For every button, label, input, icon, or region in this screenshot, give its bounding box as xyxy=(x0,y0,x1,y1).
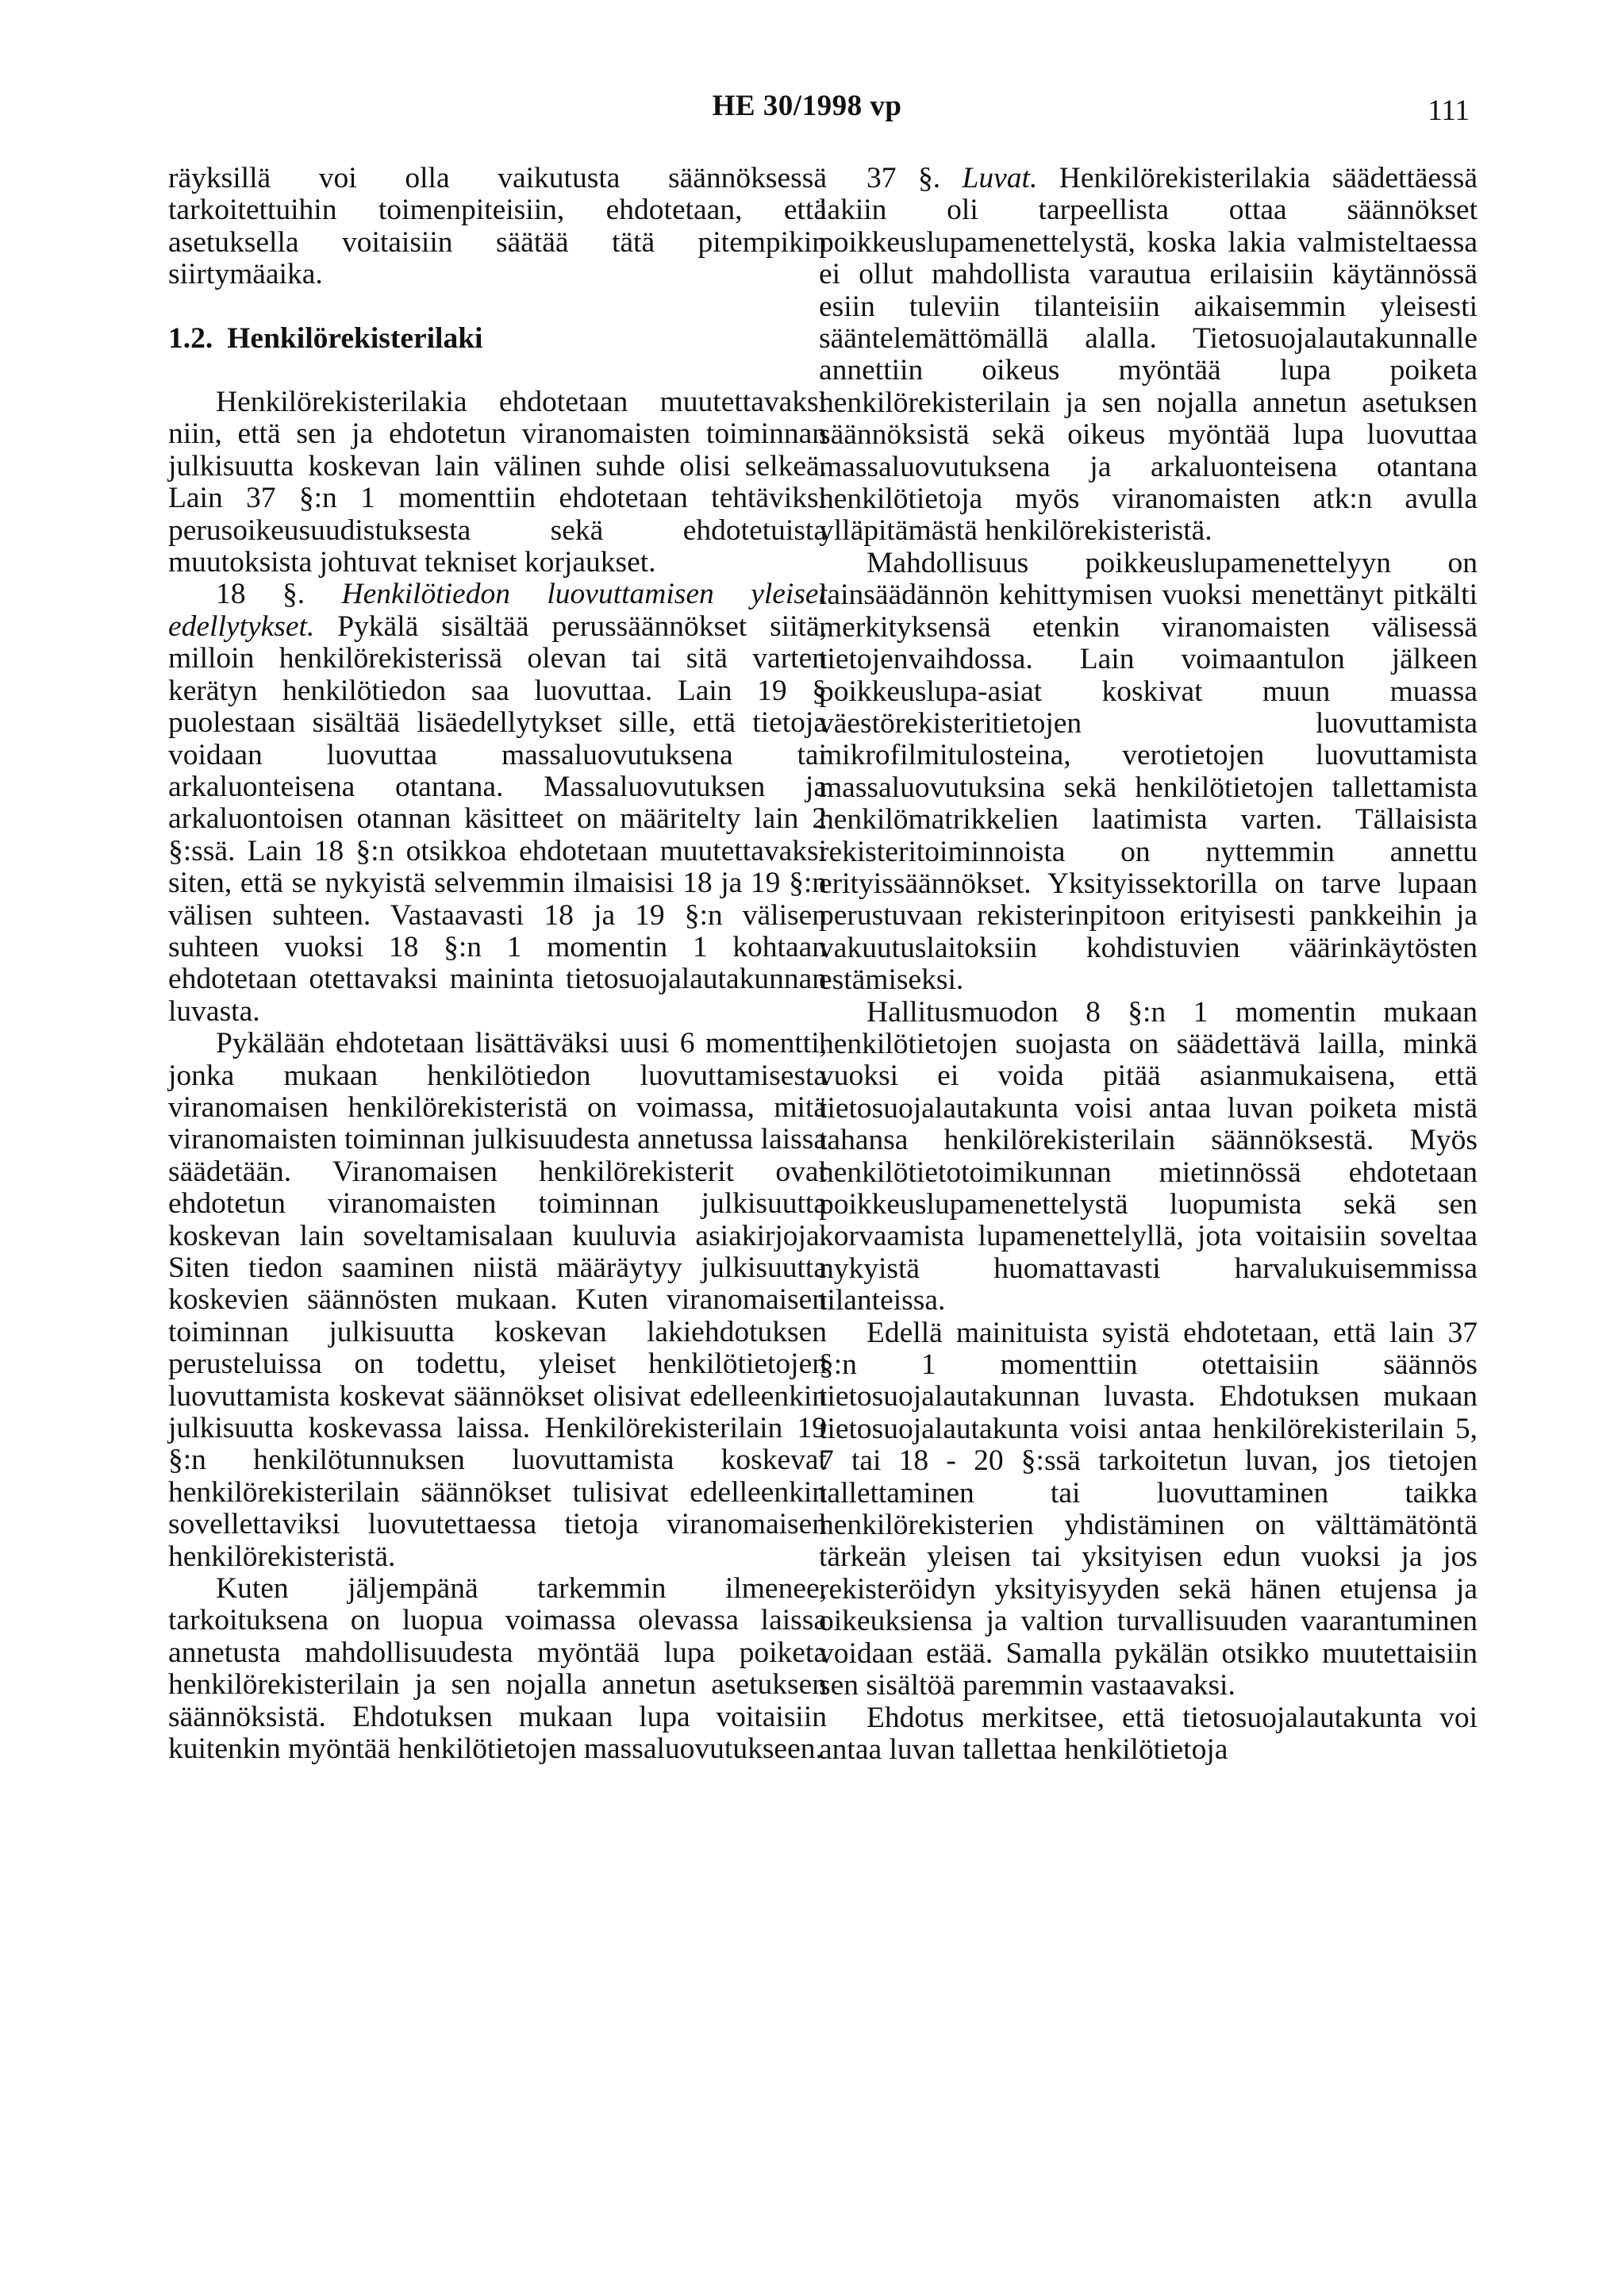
paragraph: Henkilörekisterilakia ehdotetaan muutettavaksi niin, että sen ja ehdotetun viranomaisten toiminnan julkisuutta koskevan lain välinen suhde olisi selkeä. Lain 37 §:n 1 momenttiin ehdotetaan tehtäviksi perusoikeusuudistuksesta sekä ehdotetuista muutoksista johtuvat tekniset korjaukset. xyxy=(168,386,827,579)
section-ref-title: Luvat. xyxy=(962,162,1038,194)
paragraph xyxy=(819,163,1478,548)
page-header xyxy=(0,89,1614,137)
section-ref-title: Henkilötiedon luovuttamisen yleiset edellytykset. xyxy=(168,578,827,643)
page-number: 111 xyxy=(1428,94,1470,127)
paragraph: Edellä mainituista syistä ehdotetaan, että lain 37 §:n 1 momenttiin otettaisiin säännös tietosuojalautakunnan luvasta. Ehdotuksen mukaan tietosuojalautakunta voisi antaa henkilörekisterilain 5, 7 tai 18 - 20 §:ssä tarkoitetun luvan, jos tietojen tallettaminen tai luovuttaminen taikka henkilörekisterien yhdistäminen on välttämätöntä tärkeän yleisen tai yksityisen edun vuoksi ja jos rekisteröidyn yksityisyyden sekä hänen etujensa ja oikeuksiensa ja valtion turvallisuuden vaarantuminen voidaan estää. Samalla pykälän otsikko muutettaisiin sen sisältöä paremmin vastaavaksi. xyxy=(819,1316,1478,1702)
paragraph: Kuten jäljempänä tarkemmin ilmenee, tarkoituksena on luopua voimassa olevassa laissa annetusta mahdollisuudesta myöntää lupa poiketa henkilörekisterilain ja sen nojalla annetun asetuksen säännöksistä. Ehdotuksen mukaan lupa voitaisiin kuitenkin myöntää henkilötietojen massaluovutukseen. xyxy=(168,1572,827,1766)
paragraph: Ehdotus merkitsee, että tietosuojalautakunta voi antaa luvan tallettaa henkilötietoja xyxy=(819,1701,1478,1766)
section-number: 1.2. xyxy=(168,321,213,355)
section-title: Henkilörekisterilaki xyxy=(227,321,483,355)
section-ref: 18 §. xyxy=(216,578,306,611)
paragraph xyxy=(168,579,827,1028)
left-column xyxy=(168,163,827,1766)
paragraph-body: Pykälä sisältää perussäännökset siitä, milloin henkilörekisterissä olevan tai sitä varten kerätyn henkilötiedon saa luovuttaa. Lain 19 § puolestaan sisältää lisäedellytykset sille, että tietoja voidaan luovuttaa massaluovutuksena tai arkaluonteisena otantana. Massaluovutuksen ja arkaluontoisen otannan käsitteet on määritelty lain 2 §:ssä. Lain 18 §:n otsikkoa ehdotetaan muutettavaksi siten, että se nykyistä selvemmin ilmaisisi 18 ja 19 §:n välisen suhteen. Vastaavasti 18 ja 19 §:n välisen suhteen vuoksi 18 §:n 1 momentin 1 kohtaan ehdotetaan otettavaksi maininta tietosuojalautakunnan luvasta. xyxy=(168,610,828,1028)
paragraph: Pykälään ehdotetaan lisättäväksi uusi 6 momentti, jonka mukaan henkilötiedon luovuttamisesta viranomaisen henkilörekisteristä on voimassa, mitä viranomaisten toiminnan julkisuudesta annetussa laissa säädetään. Viranomaisen henkilörekisterit ovat ehdotetun viranomaisten toiminnan julkisuutta koskevan lain soveltamisalaan kuuluvia asiakirjoja. Siten tiedon saaminen niistä määräytyy julkisuutta koskevien säännösten mukaan. Kuten viranomaisen toiminnan julkisuutta koskevan lakiehdotuksen perusteluissa on todettu, yleiset henkilötietojen luovuttamista koskevat säännökset olisivat edelleenkin julkisuutta koskevassa laissa. Henkilörekisterilain 19 §:n henkilötunnuksen luovuttamista koskevat henkilörekisterilain säännökset tulisivat edelleenkin sovellettaviksi luovutettaessa tietoja viranomaisen henkilörekisteristä. xyxy=(168,1027,827,1573)
paragraph: Hallitusmuodon 8 §:n 1 momentin mukaan henkilötietojen suojasta on säädettävä lailla, minkä vuoksi ei voida pitää asianmukaisena, että tietosuojalautakunta voisi antaa luvan poiketa mistä tahansa henkilörekisterilain säännöksestä. Myös henkilötietotoimikunnan mietinnössä ehdotetaan poikkeuslupamenettelystä luopumista sekä sen korvaamista lupamenettelyllä, jota voitaisiin soveltaa nykyistä huomattavasti harvalukuisemmissa tilanteissa. xyxy=(819,995,1478,1317)
section-ref: 37 §. xyxy=(867,162,941,194)
paragraph: Mahdollisuus poikkeuslupamenettelyyn on lainsäädännön kehittymisen vuoksi menettänyt pitkälti merkityksensä etenkin viranomaisten välisessä tietojenvaihdossa. Lain voimaantulon jälkeen poikkeuslupa-asiat koskivat muun muassa väestörekisteritietojen luovuttamista mikrofilmitulosteina, verotietojen luovuttamista massaluovutuksina sekä henkilötietojen tallettamista henkilömatrikkelien laatimista varten. Tällaisista rekisteritoiminnoista on nyttemmin annettu erityissäännökset. Yksityissektorilla on tarve lupaan perustuvaan rekisterinpitoon erityisesti pankkeihin ja vakuutuslaitoksiin kohdistuvien väärinkäytösten estämiseksi. xyxy=(819,546,1478,997)
paragraph-body: Henkilörekisterilakia säädettäessä lakiin oli tarpeellista ottaa säännökset poikkeuslupamenettelystä, koska lakia valmisteltaessa ei ollut mahdollista varautua erilaisiin käytännössä esiin tuleviin tilanteisiin aikaisemmin yleisesti sääntelemättömällä alalla. Tietosuojalautakunnalle annettiin oikeus myöntää lupa poiketa henkilörekisterilain ja sen nojalla annetun asetuksen säännöksistä sekä oikeus myöntää lupa luovuttaa massaluovutuksena ja arkaluonteisena otantana henkilötietoja myös viranomaisten atk:n avulla ylläpitämästä henkilörekisteristä. xyxy=(819,162,1478,548)
right-column xyxy=(819,163,1478,1766)
paragraph: räyksillä voi olla vaikutusta säännöksessä tarkoitettuihin toimenpiteisiin, ehdotetaan, että asetuksella voitaisiin säätää tätä pitempikin siirtymäaika. xyxy=(168,162,827,291)
document-id: HE 30/1998 vp xyxy=(712,90,902,122)
section-heading xyxy=(168,323,827,355)
